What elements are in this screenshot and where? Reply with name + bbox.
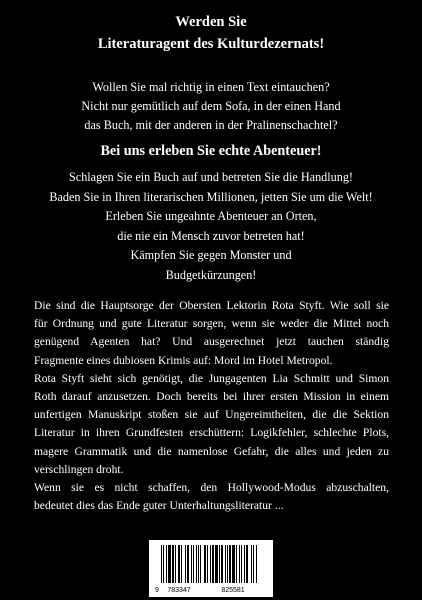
barcode-digit-lead: 9 [155, 587, 159, 594]
barcode-bar [207, 545, 208, 583]
barcode-bar [198, 545, 199, 583]
barcode-bar [187, 545, 189, 583]
blurb-line: Literatur in ihren Grundfesten erschüttern: Logikfehler, schlechte Plots, [34, 426, 389, 440]
blurb-line: Die sind die Hauptsorge der Obersten Lektorin Rota Styft. Wie soll sie [34, 299, 389, 312]
barcode-digits-left: 783347 [167, 587, 191, 594]
blurb-line: magere Grammatik und die namenlose Gefahr, die alles und jeden zu [34, 444, 389, 458]
adventure-line: Budgetkürzungen! [165, 267, 257, 282]
barcode-bar [166, 545, 167, 583]
blurb-line: unfertigen Manuskript stoßen sie auf Ungereimtheiten, die die Sektion [34, 408, 389, 422]
adventure-line: Schlagen Sie ein Buch auf und betreten Sie die Handlung! [69, 170, 353, 184]
blurb-line: Fragmente eines dubiosen Krimis auf: Mord im Hotel Metropol. [34, 353, 333, 367]
adventure-line: die nie ein Mensch zuvor betreten hat! [117, 228, 305, 243]
barcode-bar [239, 545, 240, 583]
barcode-bar [253, 545, 254, 583]
barcode-bar [251, 545, 252, 583]
intro-line: das Buch, mit der anderen in der Pralinenschachtel? [84, 118, 338, 132]
intro-line: Nicht nur gemütlich auf dem Sofa, in der einen Hand [81, 99, 341, 113]
barcode-bar [215, 545, 218, 583]
barcode-bar [196, 545, 197, 583]
barcode-bar [193, 545, 194, 583]
barcode-bar [178, 545, 180, 583]
subheading: Bei uns erleben Sie echte Abenteuer! [100, 143, 322, 159]
adventure-line: Erleben Sie ungeahnte Abenteuer an Orten, [105, 209, 317, 224]
barcode-bar [246, 545, 248, 583]
blurb-line: Roth darauf anzusetzen. Doch bereits bei ihrer ersten Mission in einem [34, 390, 389, 404]
blurb-line: für Ordnung und gute Literatur sorgen, wenn sie weder die Mittel noch [34, 317, 389, 331]
headline-line-1: Werden Sie [175, 14, 247, 30]
barcode-bar [181, 545, 182, 583]
barcode-bar [225, 545, 226, 583]
barcode-bar [200, 545, 201, 583]
barcode-bar [161, 545, 162, 583]
barcode-bar [168, 545, 171, 583]
intro-line: Wollen Sie mal richtig in einen Text eintauchen? [92, 80, 330, 94]
blurb-line: genügend Agenten hat? Und ausgerechnet jetzt tauchen ständig [34, 335, 389, 349]
barcode-bar [212, 545, 214, 583]
adventure-line: Kämpfen Sie gegen Monster und [130, 248, 292, 263]
headline-line-2: Literaturagent des Kulturdezernats! [97, 36, 325, 52]
barcode-bar [244, 545, 245, 583]
barcode-bar [191, 545, 192, 583]
barcode-bar [204, 545, 206, 583]
blurb-text [34, 297, 389, 515]
adventure-line: Baden Sie in Ihren literarischen Millionen, jetten Sie um die Welt! [49, 189, 373, 204]
blurb-line: bedeutet dies das Ende guter Unterhaltungsliteratur ... [34, 499, 284, 513]
blurb-line: verschlingen droht. [34, 462, 124, 476]
barcode-bar [185, 545, 186, 583]
barcode-bar [232, 545, 235, 583]
barcode-graphic [149, 540, 273, 597]
barcode-bar [219, 545, 220, 583]
barcode-bar [236, 545, 237, 583]
isbn-barcode [149, 540, 273, 597]
blurb-line: Wenn sie es nicht schaffen, den Hollywood-Modus abzuschalten, [34, 481, 389, 495]
barcode-bar [229, 545, 231, 583]
intro-paragraph [0, 78, 422, 135]
barcode-bar [210, 545, 211, 583]
blurb-line: Rota Styft sieht sich genötigt, die Jungagenten Lia Schmitt und Simon [34, 371, 389, 385]
barcode-bar [241, 545, 242, 583]
barcode-bar [227, 545, 228, 583]
adventure-paragraph [0, 168, 422, 286]
barcode-bar [256, 545, 257, 583]
barcode-bar [175, 545, 176, 583]
barcode-bar [163, 545, 164, 583]
barcode-bar [221, 545, 223, 583]
barcode-bar [172, 545, 174, 583]
barcode-digits-right: 825581 [221, 587, 245, 594]
